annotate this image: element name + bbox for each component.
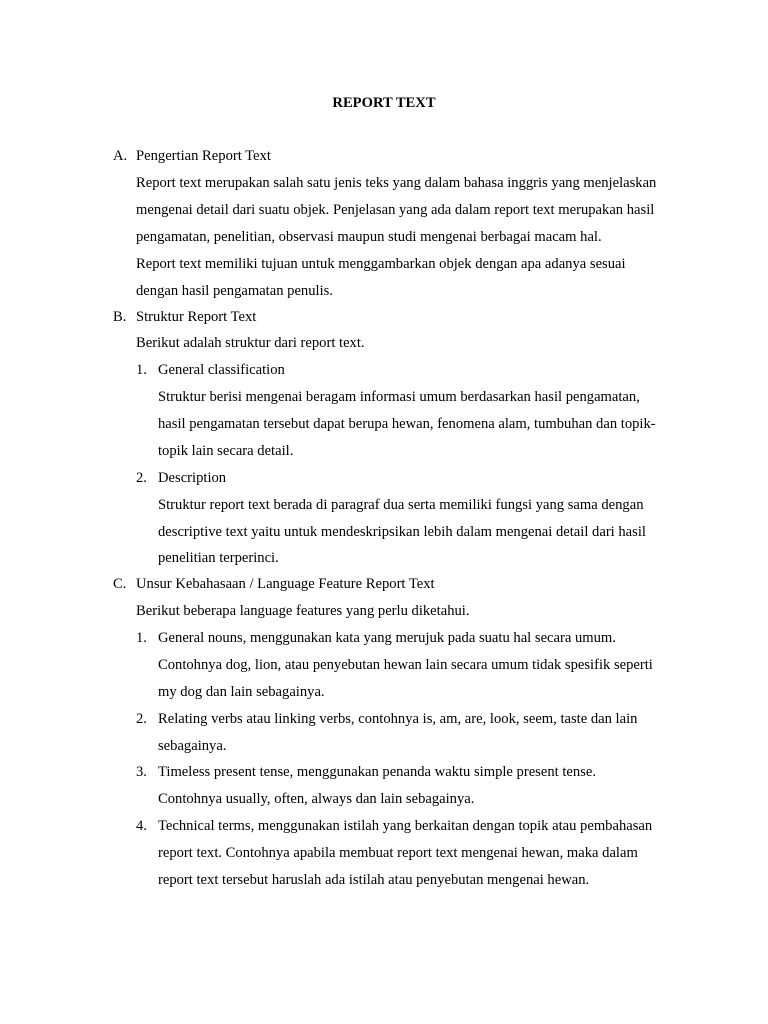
section-b-heading: Struktur Report Text <box>136 309 257 325</box>
list-item-line: General nouns, menggunakan kata yang merujuk pada suatu hal secara umum. <box>158 630 616 646</box>
section-c-heading: Unsur Kebahasaan / Language Feature Report Text <box>136 576 435 592</box>
list-item-line: Struktur berisi mengenai beragam informasi umum berdasarkan hasil pengamatan, <box>158 389 640 405</box>
section-b-intro: Berikut adalah struktur dari report text. <box>136 335 365 351</box>
list-item-heading: General classification <box>158 362 285 378</box>
section-a-heading: Pengertian Report Text <box>136 148 271 164</box>
list-item-heading: Description <box>158 470 227 486</box>
section-c-intro: Berikut beberapa language features yang perlu diketahui. <box>136 603 470 619</box>
list-item-line: Contohnya usually, often, always dan lain sebagainya. <box>158 791 475 807</box>
list-item-marker: 2. <box>136 470 147 486</box>
list-item-line: Struktur report text berada di paragraf dua serta memiliki fungsi yang sama dengan <box>158 497 644 513</box>
section-c-marker: C. <box>113 576 127 592</box>
list-item-line: report text. Contohnya apabila membuat report text mengenai hewan, maka dalam <box>158 845 638 861</box>
list-item-line: penelitian terperinci. <box>158 550 279 566</box>
list-item-line: sebagainya. <box>158 738 227 754</box>
list-item-marker: 1. <box>136 630 147 646</box>
list-item-line: my dog dan lain sebagainya. <box>158 684 325 700</box>
document-title: REPORT TEXT <box>332 95 436 111</box>
list-item-line: descriptive text yaitu untuk mendeskripsikan lebih dalam mengenai detail dari hasil <box>158 524 646 540</box>
section-a-marker: A. <box>113 148 128 164</box>
list-item-line: topik lain secara detail. <box>158 443 294 459</box>
paragraph-line: Report text memiliki tujuan untuk menggambarkan objek dengan apa adanya sesuai <box>136 256 626 272</box>
list-item-line: hasil pengamatan tersebut dapat berupa hewan, fenomena alam, tumbuhan dan topik- <box>158 416 656 432</box>
list-item-line: Timeless present tense, menggunakan penanda waktu simple present tense. <box>158 764 596 780</box>
list-item-marker: 4. <box>136 818 147 834</box>
list-item-marker: 1. <box>136 362 147 378</box>
paragraph-line: pengamatan, penelitian, observasi maupun studi mengenai berbagai macam hal. <box>136 229 602 245</box>
list-item-marker: 3. <box>136 764 147 780</box>
list-item-line: Technical terms, menggunakan istilah yang berkaitan dengan topik atau pembahasan <box>158 818 653 834</box>
paragraph-line: Report text merupakan salah satu jenis teks yang dalam bahasa inggris yang menjelaskan <box>136 175 657 191</box>
list-item-line: Relating verbs atau linking verbs, contohnya is, am, are, look, seem, taste dan lain <box>158 711 638 727</box>
paragraph-line: dengan hasil pengamatan penulis. <box>136 283 333 299</box>
list-item-line: Contohnya dog, lion, atau penyebutan hewan lain secara umum tidak spesifik seperti <box>158 657 653 673</box>
section-b-marker: B. <box>113 309 127 325</box>
paragraph-line: mengenai detail dari suatu objek. Penjelasan yang ada dalam report text merupakan hasil <box>136 202 655 218</box>
list-item-line: report text tersebut haruslah ada istilah atau penyebutan mengenai hewan. <box>158 872 590 888</box>
list-item-marker: 2. <box>136 711 147 727</box>
